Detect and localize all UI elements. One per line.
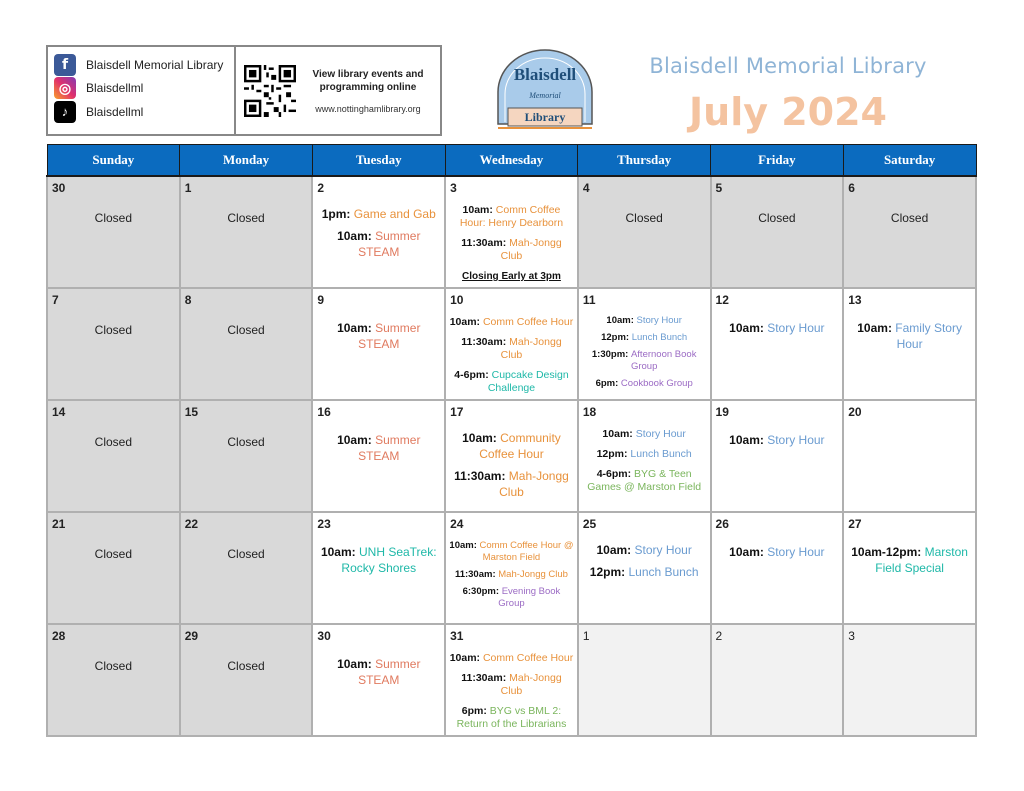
event-title: Comm Coffee Hour @ Marston Field [479, 540, 574, 563]
day-cell[interactable] [47, 624, 180, 736]
day-cell[interactable] [445, 288, 578, 400]
calendar-grid [46, 144, 977, 737]
day-number: 18 [582, 405, 597, 419]
event-list [316, 656, 441, 694]
calendar-body [47, 176, 976, 736]
library-name: Blaisdell Memorial Library [649, 54, 927, 78]
week-row [47, 624, 976, 736]
event-time: 6pm: [595, 378, 621, 389]
event-item[interactable] [449, 430, 574, 462]
day-cell[interactable] [47, 400, 180, 512]
event-title: Comm Coffee Hour [482, 652, 574, 664]
event-list [715, 320, 840, 342]
event-title: Summer STEAM [358, 433, 421, 463]
logo-text-bottom: Library [524, 110, 566, 124]
weekday-header: Tuesday [312, 145, 445, 177]
event-title: UNH SeaTrek: Rocky Shores [341, 545, 437, 575]
event-item[interactable] [582, 349, 707, 373]
event-list [449, 540, 574, 615]
day-cell[interactable] [312, 176, 445, 288]
event-title: Cookbook Group [620, 378, 693, 389]
closed-label: Closed [227, 659, 265, 673]
day-number: 29 [184, 629, 199, 643]
weekday-header: Monday [180, 145, 313, 177]
event-list [582, 542, 707, 586]
day-number: 5 [715, 181, 723, 195]
event-title: Afternoon Book Group [630, 349, 697, 372]
event-item[interactable] [847, 544, 972, 576]
day-cell[interactable] [180, 176, 313, 288]
event-title: Community Coffee Hour [479, 431, 561, 461]
day-number: 11 [582, 293, 596, 307]
event-time: 10am: [449, 652, 483, 664]
qr-title: View library events and programming online [312, 68, 424, 93]
event-title: Story Hour [767, 545, 825, 559]
day-cell[interactable] [843, 400, 976, 512]
day-number: 17 [450, 405, 464, 419]
event-time: 1:30pm: [591, 349, 631, 360]
event-item[interactable] [582, 564, 707, 580]
weekday-header: Wednesday [445, 145, 578, 177]
closed-label: Closed [890, 211, 929, 225]
closed-label: Closed [94, 323, 133, 337]
event-title: Story Hour [635, 428, 686, 440]
day-number: 30 [52, 181, 66, 195]
event-title: Game and Gab [353, 207, 436, 221]
event-title: Story Hour [636, 315, 682, 326]
event-item[interactable] [449, 316, 574, 329]
event-item[interactable] [449, 586, 574, 610]
logo-text-mid: Memorial [529, 91, 561, 100]
day-cell[interactable] [711, 288, 844, 400]
event-time: 11:30am: [461, 672, 510, 684]
event-item[interactable] [715, 320, 840, 336]
website-link[interactable]: www.nottinghamlibrary.org [315, 103, 421, 114]
closed-label: Closed [227, 323, 265, 337]
day-cell[interactable] [445, 176, 578, 288]
day-number: 6 [848, 181, 855, 195]
day-number: 14 [52, 405, 66, 419]
day-cell[interactable] [445, 624, 578, 736]
day-number: 31 [450, 629, 464, 643]
closed-label: Closed [94, 659, 133, 673]
event-title: BYG & Teen Games @ Marston Field [587, 468, 702, 493]
event-item[interactable] [449, 468, 574, 500]
event-title: BYG vs BML 2: Return of the Librarians [456, 705, 567, 730]
event-title: Mah-Jongg Club [500, 336, 562, 361]
qr-caption [296, 68, 440, 114]
day-cell[interactable] [47, 512, 180, 624]
day-cell[interactable] [312, 400, 445, 512]
day-number: 8 [184, 293, 192, 307]
event-title: Comm Coffee Hour [482, 316, 574, 328]
event-item[interactable] [449, 204, 574, 230]
weekday-header: Sunday [47, 145, 180, 177]
day-cell[interactable] [312, 288, 445, 400]
tiktok-icon: ♪ [54, 101, 76, 123]
event-list [847, 544, 972, 582]
event-item[interactable] [582, 315, 707, 327]
weekday-header-row [47, 145, 976, 177]
event-notice: Closing Early at 3pm [462, 271, 561, 282]
event-title: Lunch Bunch [628, 565, 699, 579]
day-number: 2 [715, 629, 723, 643]
event-time: 6:30pm: [462, 586, 502, 597]
day-number: 16 [317, 405, 331, 419]
event-item[interactable] [847, 320, 972, 352]
event-item[interactable] [582, 542, 707, 558]
event-time: 10am: [320, 545, 359, 559]
event-time: 12pm: [596, 448, 631, 460]
day-number: 3 [848, 629, 855, 643]
day-number: 27 [848, 517, 862, 531]
weekday-header: Thursday [578, 145, 711, 177]
event-item[interactable] [449, 672, 574, 698]
day-cell[interactable] [843, 176, 976, 288]
event-item[interactable] [316, 228, 441, 260]
event-time: 10am: [606, 315, 637, 326]
day-cell[interactable] [711, 624, 844, 736]
social-row-facebook[interactable] [54, 53, 234, 76]
event-item[interactable] [316, 656, 441, 688]
day-number: 24 [450, 517, 464, 531]
event-item[interactable] [715, 544, 840, 560]
info-box [46, 45, 442, 136]
event-item[interactable] [449, 369, 574, 395]
event-title: Comm Coffee Hour: Henry Dearborn [459, 204, 564, 229]
tiktok-handle: Blaisdellml [86, 104, 144, 119]
closed-label: Closed [227, 547, 265, 561]
day-number: 19 [715, 405, 729, 419]
facebook-icon: f [54, 54, 76, 76]
day-number: 7 [52, 293, 59, 307]
event-item[interactable] [582, 332, 707, 344]
event-item[interactable] [582, 448, 707, 461]
week-row [47, 512, 976, 624]
event-time: 12pm: [589, 565, 629, 579]
day-cell[interactable] [445, 400, 578, 512]
event-title: Marston Field Special [875, 545, 968, 575]
event-item[interactable] [449, 270, 574, 283]
day-number: 22 [184, 517, 199, 531]
day-cell[interactable] [180, 512, 313, 624]
event-item[interactable] [449, 652, 574, 665]
event-time: 10am: [337, 657, 376, 671]
event-time: 4-6pm: [454, 369, 492, 381]
day-number: 21 [52, 517, 66, 531]
event-item[interactable] [449, 540, 574, 564]
day-cell[interactable] [180, 288, 313, 400]
event-list [715, 432, 840, 454]
closed-label: Closed [94, 547, 133, 561]
event-title: Summer STEAM [358, 229, 421, 259]
event-item[interactable] [449, 705, 574, 731]
event-time: 11:30am: [461, 336, 510, 348]
event-title: Lunch Bunch [631, 332, 688, 343]
event-time: 1pm: [321, 207, 354, 221]
day-cell[interactable] [47, 176, 180, 288]
event-title: Mah-Jongg Club [498, 569, 568, 580]
day-number: 23 [317, 517, 331, 531]
week-row [47, 176, 976, 288]
day-number: 9 [317, 293, 325, 307]
weekday-header: Saturday [843, 145, 976, 177]
weekday-header: Friday [711, 145, 844, 177]
event-title: Summer STEAM [358, 657, 421, 687]
day-cell[interactable] [711, 176, 844, 288]
event-item[interactable] [316, 544, 441, 576]
day-cell[interactable] [578, 176, 711, 288]
event-item[interactable] [316, 206, 441, 222]
month-title: July 2024 [689, 90, 887, 134]
event-item[interactable] [449, 336, 574, 362]
event-time: 10am: [449, 540, 480, 551]
day-cell[interactable] [843, 288, 976, 400]
event-list [449, 204, 574, 290]
event-title: Lunch Bunch [630, 448, 692, 460]
event-list [449, 652, 574, 738]
event-time: 10am: [462, 204, 496, 216]
day-cell[interactable] [180, 400, 313, 512]
qr-section [236, 47, 440, 134]
logo-text-top: Blaisdell [513, 65, 577, 84]
day-cell[interactable] [711, 400, 844, 512]
event-title: Story Hour [767, 433, 825, 447]
event-time: 10am: [337, 229, 376, 243]
event-list [582, 428, 707, 501]
event-title: Mah-Jongg Club [500, 237, 562, 262]
event-title: Mah-Jongg Club [500, 672, 562, 697]
week-row [47, 288, 976, 400]
event-item[interactable] [449, 569, 574, 581]
day-number: 25 [582, 517, 597, 531]
event-item[interactable] [316, 320, 441, 352]
event-time: 6pm: [461, 705, 490, 717]
day-number: 3 [450, 181, 457, 195]
event-time: 10am: [857, 321, 896, 335]
event-title: Story Hour [634, 543, 692, 557]
day-cell[interactable] [843, 624, 976, 736]
event-time: 11:30am: [461, 237, 510, 249]
closed-label: Closed [94, 435, 133, 449]
event-time: 10am: [337, 433, 376, 447]
event-title: Cupcake Design Challenge [487, 369, 569, 394]
event-item[interactable] [582, 468, 707, 494]
day-number: 10 [450, 293, 464, 307]
day-cell[interactable] [312, 512, 445, 624]
event-time: 10am: [729, 321, 768, 335]
day-number: 26 [715, 517, 729, 531]
day-cell[interactable] [312, 624, 445, 736]
social-row-instagram[interactable] [54, 77, 234, 100]
day-number: 1 [184, 181, 192, 195]
day-number: 30 [317, 629, 331, 643]
event-item[interactable] [582, 428, 707, 441]
library-logo [490, 44, 600, 134]
social-row-tiktok[interactable] [54, 100, 234, 123]
event-list [847, 320, 972, 358]
event-title: Summer STEAM [358, 321, 421, 351]
event-time: 10am: [462, 431, 501, 445]
event-list [316, 432, 441, 470]
event-item[interactable] [449, 237, 574, 263]
event-time: 10am: [596, 543, 635, 557]
event-item[interactable] [316, 432, 441, 464]
event-title: Story Hour [767, 321, 825, 335]
day-number: 4 [582, 181, 590, 195]
day-number: 12 [715, 293, 729, 307]
event-time: 10am: [602, 428, 636, 440]
event-list [715, 544, 840, 566]
closed-label: Closed [227, 435, 265, 449]
event-time: 11:30am: [454, 569, 499, 580]
event-list [449, 316, 574, 402]
day-number: 20 [848, 405, 862, 419]
instagram-icon: ◎ [54, 77, 76, 99]
week-row [47, 400, 976, 512]
day-number: 13 [848, 293, 862, 307]
event-time: 4-6pm: [596, 468, 635, 480]
day-cell[interactable] [578, 288, 711, 400]
event-time: 10am: [337, 321, 376, 335]
event-list [449, 430, 574, 506]
event-time: 10am-12pm: [851, 545, 925, 559]
event-list [582, 315, 707, 395]
qr-code-icon[interactable] [244, 65, 296, 117]
event-title: Evening Book Group [498, 586, 561, 609]
event-list [316, 206, 441, 266]
event-list [316, 544, 441, 582]
day-cell[interactable] [843, 512, 976, 624]
event-time: 12pm: [601, 332, 632, 343]
day-cell[interactable] [180, 624, 313, 736]
event-title: Family Story Hour [895, 321, 962, 351]
facebook-handle: Blaisdell Memorial Library [86, 57, 224, 72]
social-links [48, 47, 236, 134]
day-number: 2 [317, 181, 325, 195]
event-item[interactable] [715, 432, 840, 448]
event-time: 10am: [729, 545, 768, 559]
closed-label: Closed [625, 211, 663, 225]
event-time: 11:30am: [454, 469, 509, 483]
day-cell[interactable] [578, 624, 711, 736]
day-number: 28 [52, 629, 66, 643]
closed-label: Closed [94, 211, 133, 225]
event-time: 10am: [729, 433, 768, 447]
instagram-handle: Blaisdellml [86, 81, 144, 95]
day-cell[interactable] [711, 512, 844, 624]
event-time: 10am: [449, 316, 483, 328]
closed-label: Closed [227, 211, 265, 225]
closed-label: Closed [758, 211, 796, 225]
event-list [316, 320, 441, 358]
day-cell[interactable] [578, 400, 711, 512]
day-cell[interactable] [47, 288, 180, 400]
day-number: 1 [582, 629, 590, 643]
event-title: Mah-Jongg Club [499, 469, 569, 499]
day-number: 15 [184, 405, 199, 419]
day-cell[interactable] [578, 512, 711, 624]
day-cell[interactable] [445, 512, 578, 624]
event-item[interactable] [582, 378, 707, 390]
